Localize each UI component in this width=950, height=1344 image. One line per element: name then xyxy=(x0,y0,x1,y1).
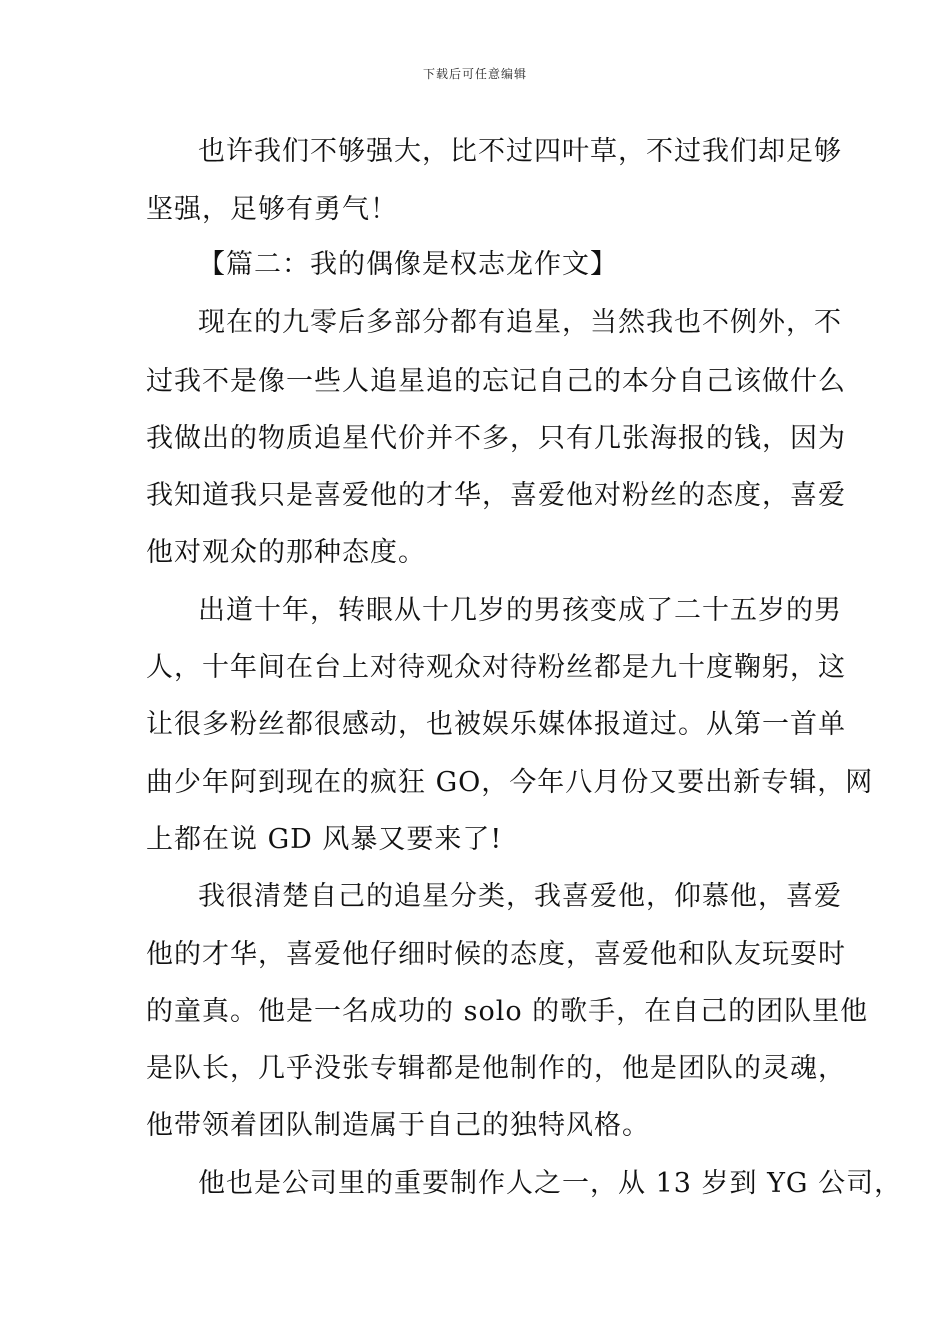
text-line: 也许我们不够强大，比不过四叶草，不过我们却足够 xyxy=(198,136,842,167)
text-line: 我做出的物质追星代价并不多，只有几张海报的钱，因为 xyxy=(146,423,846,454)
text-line: 坚强，足够有勇气！ xyxy=(146,194,398,225)
text-line: 人，十年间在台上对待观众对待粉丝都是九十度鞠躬，这 xyxy=(146,652,846,683)
text-line: 上都在说 GD 风暴又要来了! xyxy=(146,824,503,855)
text-line: 我很清楚自己的追星分类，我喜爱他，仰慕他，喜爱 xyxy=(198,881,842,912)
text-line: 现在的九零后多部分都有追星，当然我也不例外，不 xyxy=(198,307,842,338)
text-line: 的童真。他是一名成功的 solo 的歌手，在自己的团队里他 xyxy=(146,996,869,1027)
text-line: 我知道我只是喜爱他的才华，喜爱他对粉丝的态度，喜爱 xyxy=(146,480,846,511)
text-line: 过我不是像一些人追星追的忘记自己的本分自己该做什么 xyxy=(146,366,846,397)
text-line: 他带领着团队制造属于自己的独特风格。 xyxy=(146,1110,650,1141)
text-line: 他的才华，喜爱他仔细时候的态度，喜爱他和队友玩耍时 xyxy=(146,939,846,970)
text-line: 曲少年阿到现在的疯狂 GO，今年八月份又要出新专辑，网 xyxy=(146,767,874,798)
text-line: 他对观众的那种态度。 xyxy=(146,537,426,568)
text-line: 他也是公司里的重要制作人之一，从 13 岁到 YG 公司， xyxy=(198,1168,903,1199)
section-heading: 【篇二：我的偶像是权志龙作文】 xyxy=(198,249,618,280)
page-header: 下载后可任意编辑 xyxy=(422,67,527,81)
text-line: 让很多粉丝都很感动，也被娱乐媒体报道过。从第一首单 xyxy=(146,709,846,740)
text-line: 出道十年，转眼从十几岁的男孩变成了二十五岁的男 xyxy=(198,595,842,626)
text-line: 是队长，几乎没张专辑都是他制作的，他是团队的灵魂， xyxy=(146,1053,846,1084)
